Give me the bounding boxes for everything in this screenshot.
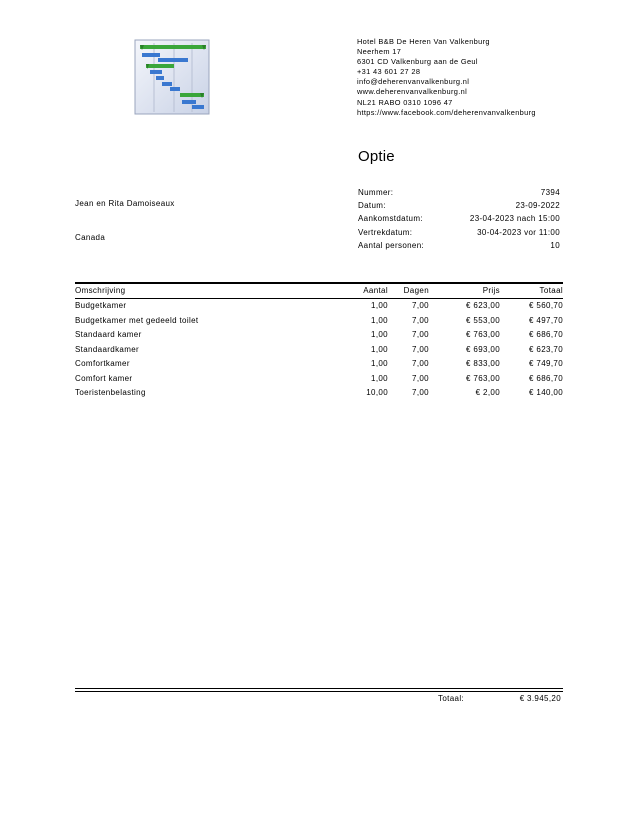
cell-omschrijving: Toeristenbelasting bbox=[75, 388, 146, 397]
cell-prijs: € 833,00 bbox=[466, 359, 500, 368]
customer-name: Jean en Rita Damoiseaux bbox=[75, 199, 175, 208]
table-row bbox=[75, 357, 563, 372]
cell-totaal: € 497,70 bbox=[529, 315, 563, 325]
meta-vertrek-value: 30-04-2023 vor 11:00 bbox=[477, 228, 560, 237]
cell-prijs: € 693,00 bbox=[466, 344, 500, 354]
header-dagen: Dagen bbox=[403, 286, 429, 295]
document-title: Optie bbox=[358, 148, 395, 165]
cell-omschrijving: Budgetkamer bbox=[75, 301, 127, 310]
cell-aantal: 1,00 bbox=[371, 344, 388, 354]
header-omschrijving: Omschrijving bbox=[75, 286, 126, 295]
cell-prijs: € 763,00 bbox=[466, 373, 500, 383]
hotel-name: Hotel B&B De Heren Van Valkenburg bbox=[357, 37, 490, 46]
hotel-email: info@deherenvanvalkenburg.nl bbox=[357, 77, 470, 87]
cell-omschrijving: Budgetkamer met gedeeld toilet bbox=[75, 315, 199, 325]
footer-rule-bottom bbox=[75, 691, 563, 692]
table-header-row bbox=[75, 284, 563, 298]
cell-aantal: 1,00 bbox=[371, 373, 388, 383]
table-row bbox=[75, 386, 563, 401]
header-prijs: Prijs bbox=[482, 286, 500, 295]
grand-total-label: Totaal: bbox=[438, 694, 465, 703]
meta-nummer-label: Nummer: bbox=[358, 188, 394, 197]
hotel-website: www.deherenvanvalkenburg.nl bbox=[357, 87, 468, 97]
cell-prijs: € 763,00 bbox=[466, 330, 500, 339]
hotel-city: 6301 CD Valkenburg aan de Geul bbox=[357, 57, 478, 67]
cell-aantal: 1,00 bbox=[371, 315, 388, 325]
cell-dagen: 7,00 bbox=[412, 344, 429, 354]
logo-gantt-icon bbox=[134, 39, 210, 115]
cell-omschrijving: Comfort kamer bbox=[75, 373, 133, 383]
cell-totaal: € 560,70 bbox=[529, 301, 563, 310]
cell-totaal: € 749,70 bbox=[529, 359, 563, 368]
cell-dagen: 7,00 bbox=[412, 301, 429, 310]
cell-dagen: 7,00 bbox=[412, 373, 429, 383]
cell-omschrijving: Standaard kamer bbox=[75, 330, 142, 339]
cell-prijs: € 623,00 bbox=[466, 301, 500, 310]
meta-datum-value: 23-09-2022 bbox=[515, 201, 560, 210]
table-row bbox=[75, 299, 563, 314]
cell-totaal: € 140,00 bbox=[529, 388, 563, 397]
cell-aantal: 10,00 bbox=[366, 388, 388, 397]
meta-aankomst-label: Aankomstdatum: bbox=[358, 214, 423, 223]
meta-vertrek-label: Vertrekdatum: bbox=[358, 228, 413, 237]
cell-aantal: 1,00 bbox=[371, 330, 388, 339]
footer-rule-top bbox=[75, 688, 563, 689]
cell-prijs: € 2,00 bbox=[475, 388, 500, 397]
hotel-iban: NL21 RABO 0310 1096 47 bbox=[357, 97, 453, 107]
table-row bbox=[75, 328, 563, 343]
cell-aantal: 1,00 bbox=[371, 359, 388, 368]
table-row bbox=[75, 314, 563, 329]
cell-dagen: 7,00 bbox=[412, 388, 429, 397]
table-row bbox=[75, 372, 563, 387]
cell-totaal: € 623,70 bbox=[529, 344, 563, 354]
meta-aankomst-value: 23-04-2023 nach 15:00 bbox=[469, 214, 560, 223]
table-row bbox=[75, 343, 563, 358]
meta-datum-label: Datum: bbox=[358, 201, 386, 210]
hotel-street: Neerhem 17 bbox=[357, 47, 402, 57]
cell-dagen: 7,00 bbox=[412, 359, 429, 368]
cell-totaal: € 686,70 bbox=[529, 330, 563, 339]
cell-dagen: 7,00 bbox=[412, 315, 429, 325]
customer-country: Canada bbox=[75, 233, 106, 242]
cell-omschrijving: Comfortkamer bbox=[75, 359, 130, 368]
grand-total-value: € 3.945,20 bbox=[519, 694, 561, 703]
meta-nummer-value: 7394 bbox=[540, 188, 560, 197]
meta-personen-value: 10 bbox=[550, 241, 560, 250]
cell-prijs: € 553,00 bbox=[466, 315, 500, 325]
header-totaal: Totaal bbox=[539, 286, 563, 295]
cell-totaal: € 686,70 bbox=[529, 373, 563, 383]
meta-personen-label: Aantal personen: bbox=[358, 241, 425, 250]
cell-omschrijving: Standaardkamer bbox=[75, 344, 140, 354]
cell-aantal: 1,00 bbox=[371, 301, 388, 310]
hotel-phone: +31 43 601 27 28 bbox=[357, 67, 421, 77]
line-items-table bbox=[75, 282, 563, 401]
header-aantal: Aantal bbox=[363, 286, 388, 295]
hotel-facebook: https://www.facebook.com/deherenvanvalkenburg bbox=[357, 107, 536, 117]
hotel-address bbox=[357, 37, 536, 118]
cell-dagen: 7,00 bbox=[412, 330, 429, 339]
